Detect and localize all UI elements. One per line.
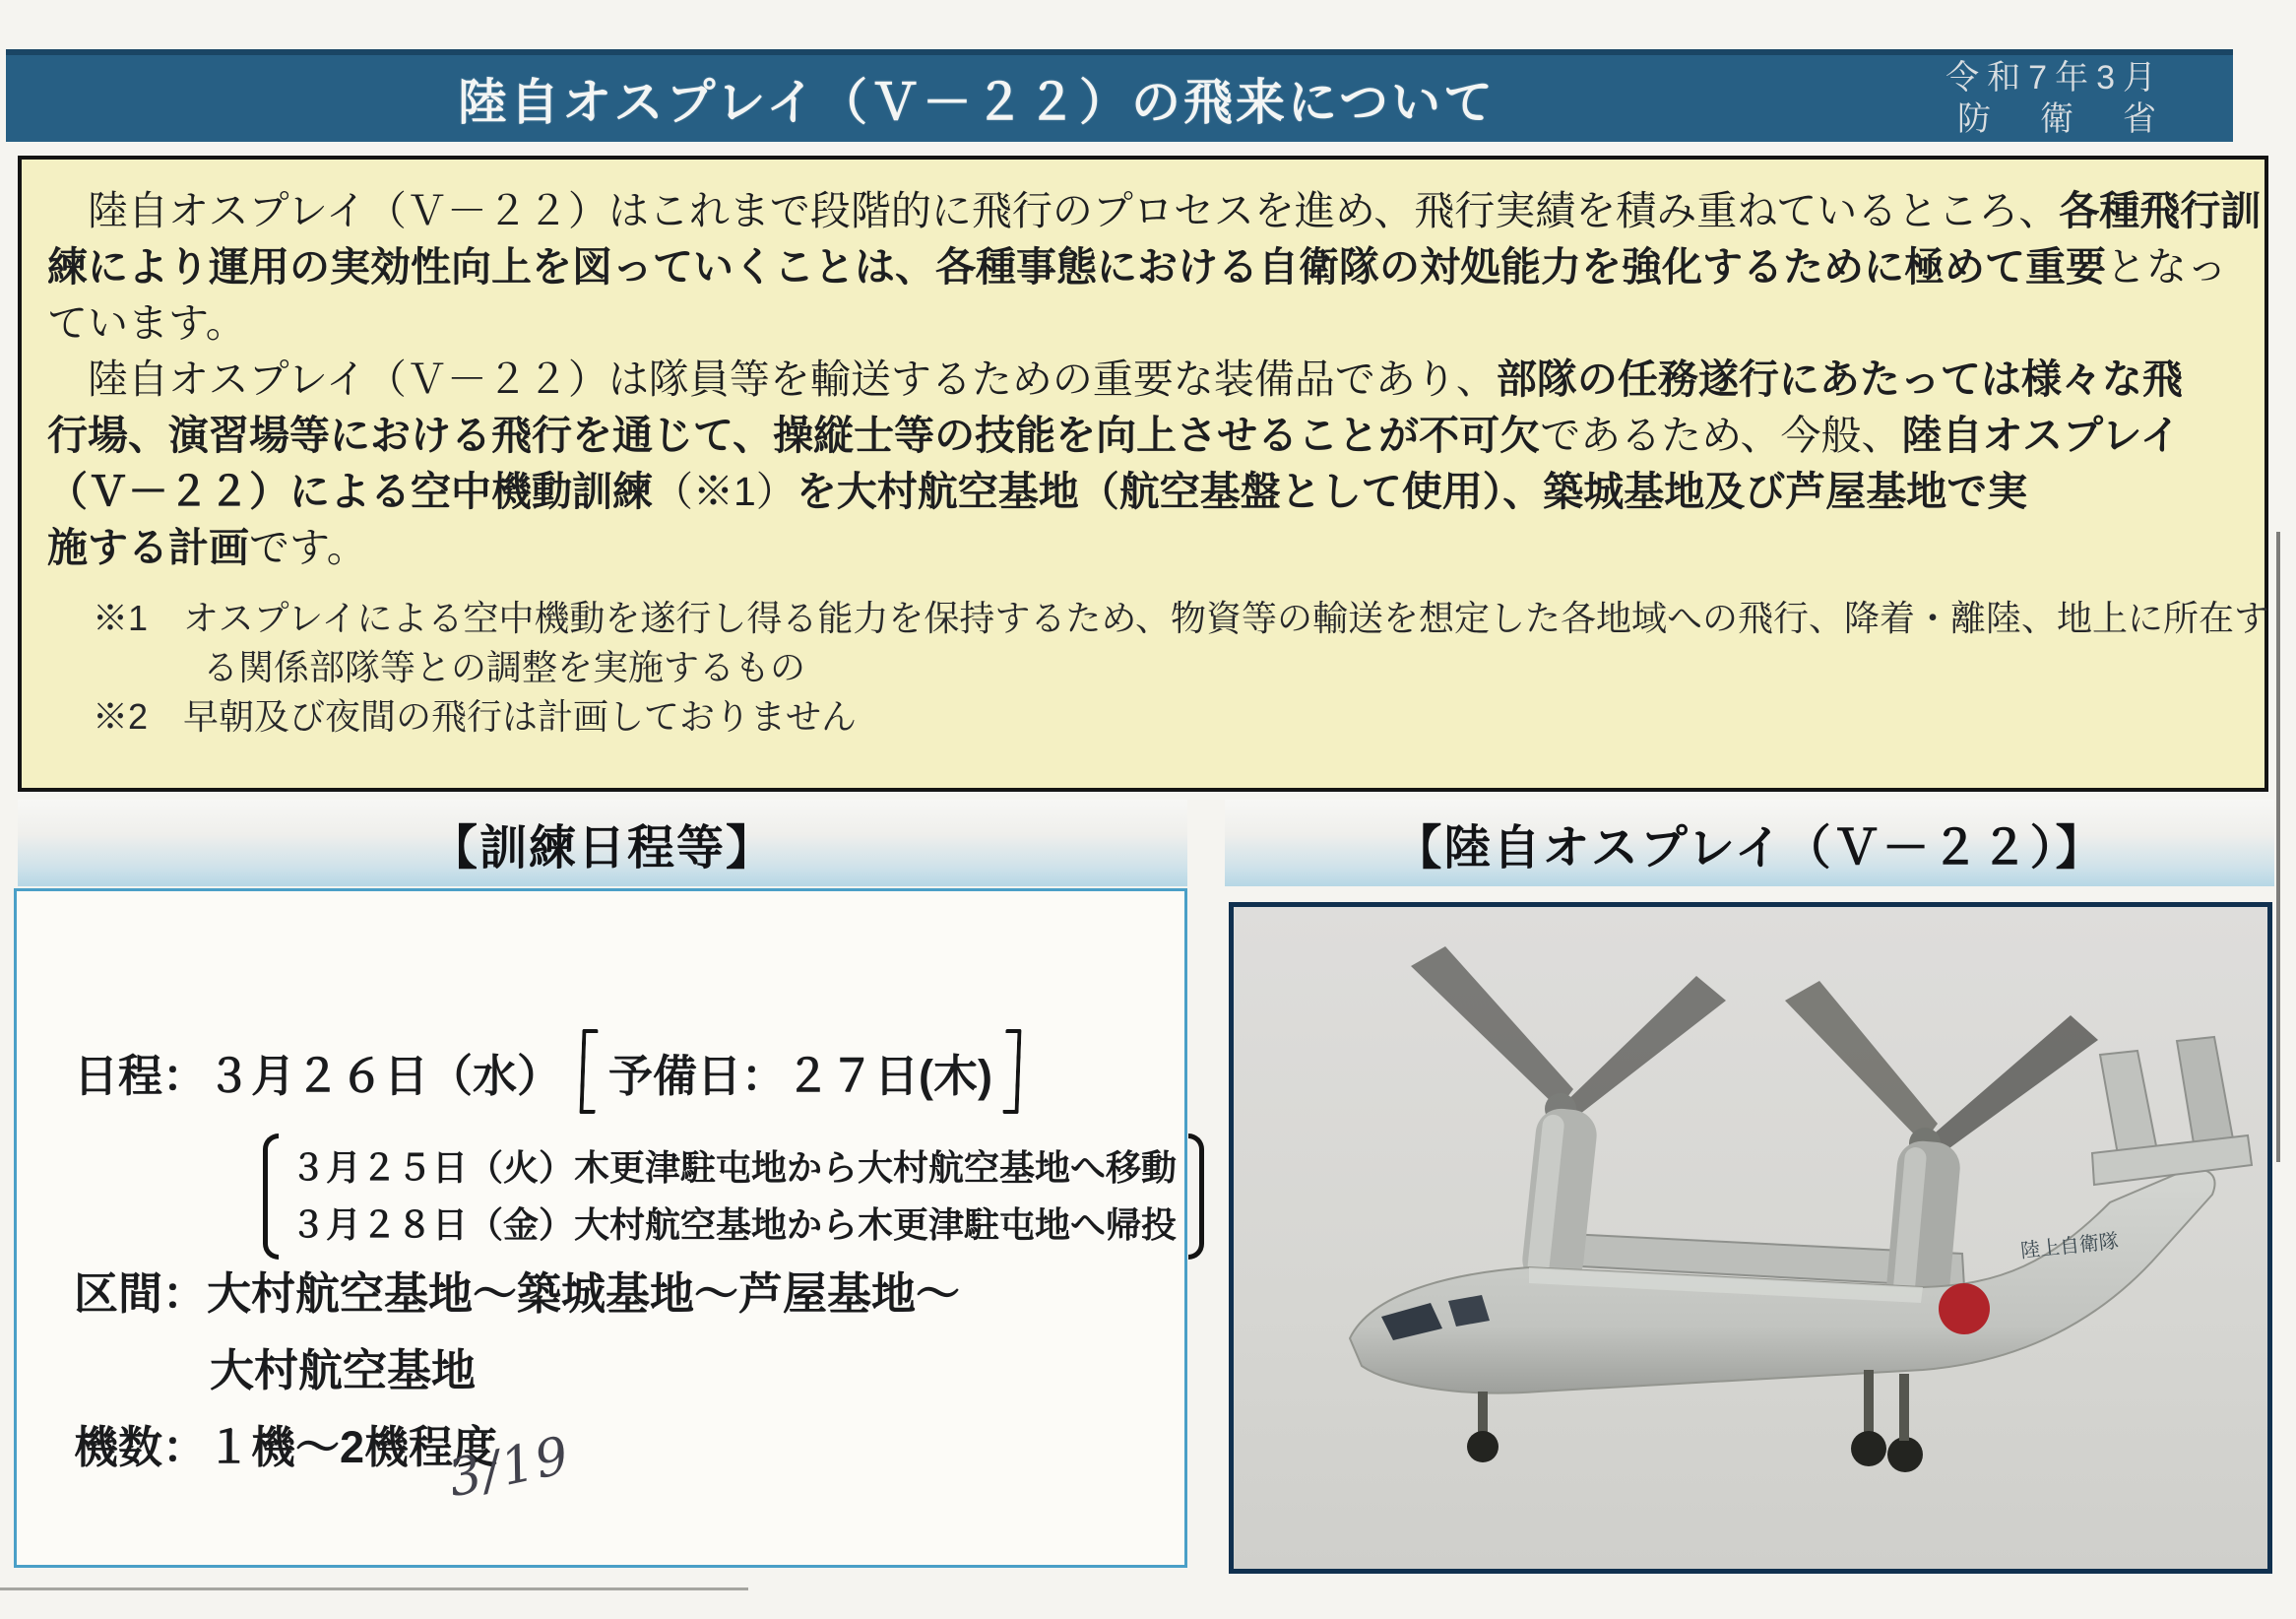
scan-bottom-artifact (0, 1587, 748, 1590)
summary-line: ています。 (47, 300, 246, 346)
summary-line: 練により運用の実効性向上を図っていくことは、各種事態における自衛隊の対処能力を強化するために極めて重要となっ (47, 244, 2227, 290)
schedule-route-label: 区間： (74, 1268, 208, 1319)
footnotes (47, 594, 2269, 742)
schedule-section-header (18, 800, 1187, 886)
schedule-section-title: 【訓練日程等】 (429, 821, 775, 874)
footnote-line: ※2 早朝及び夜間の飛行は計画しておりません (93, 696, 858, 737)
scan-edge-artifact (2276, 532, 2280, 1162)
handwritten-note: 3/19 (443, 1425, 576, 1510)
reserve-date: 予備日：２７日(木) (608, 1050, 993, 1101)
footnote-line: ※1 オスプレイによる空中機動を遂行し得る能力を保持するため、物資等の輸送を想定した各地域への飛行、降着・離陸、地上に所在す (93, 598, 2269, 638)
schedule-route-value: 大村航空基地～築城基地～芦屋基地～ (207, 1268, 961, 1319)
osprey-photo (1229, 902, 2272, 1574)
reserve-date-bracket (581, 1029, 1020, 1114)
schedule-date-value: ３月２６日（水） (207, 1050, 562, 1101)
summary-text (47, 183, 2262, 576)
osprey-aircraft-illustration (1234, 907, 2267, 1569)
summary-line: （Ｖ－２２）による空中機動訓練（※1）を大村航空基地（航空基盤として使用）、築城基地及び芦屋基地で実 (47, 469, 2028, 514)
photo-section-header (1225, 800, 2274, 886)
summary-line: 行場、演習場等における飛行を通じて、操縦士等の技能を向上させることが不可欠であるため、今般、陸自オスプレイ (47, 413, 2181, 458)
brace-left-icon (263, 1133, 279, 1260)
aircraft-marking-text: 陸上自衛隊 (2019, 1230, 2120, 1263)
header-date-line: 令和7年3月 (1945, 58, 2164, 97)
photo-section-title: 【陸自オスプレイ（Ｖ－２２）】 (1394, 821, 2105, 874)
summary-line: 施する計画です。 (47, 525, 367, 570)
hinomaru-roundel (1939, 1283, 1990, 1334)
bracket-right-icon (1003, 1029, 1022, 1114)
header-org-line: 防 衛 省 (1957, 100, 2164, 138)
schedule-count-line (74, 1411, 497, 1475)
schedule-date-label: 日程： (74, 1050, 208, 1101)
footnote-line: る関係部隊等との調整を実施するもの (203, 647, 806, 687)
title-bar (6, 49, 2233, 142)
summary-line: 陸自オスプレイ（Ｖ－２２）は隊員等を輸送するための重要な装備品であり、部隊の任務遂行にあたっては様々な飛 (47, 356, 2183, 402)
summary-box (18, 156, 2268, 792)
schedule-date-line (74, 1029, 1020, 1114)
brace-right-icon (1188, 1133, 1204, 1260)
schedule-route-line (74, 1258, 960, 1322)
summary-line: 陸自オスプレイ（Ｖ－２２）はこれまで段階的に飛行のプロセスを進め、飛行実績を積み重ねているところ、各種飛行訓 (47, 188, 2262, 233)
bracket-left-icon (580, 1029, 599, 1114)
schedule-count-value: １機～2機程度 (207, 1422, 498, 1472)
header-date-block (1819, 57, 2233, 141)
page-title: 陸自オスプレイ（Ｖ－２２）の飛来について (458, 75, 1496, 130)
movement-line: ３月２８日（金）大村航空基地から木更津駐屯地へ帰投 (290, 1204, 1178, 1245)
movement-line: ３月２５日（火）木更津駐屯地から大村航空基地へ移動 (290, 1147, 1178, 1188)
movement-lines (279, 1133, 1188, 1260)
schedule-box (14, 888, 1187, 1568)
schedule-count-label: 機数： (74, 1422, 208, 1472)
movement-notes (263, 1133, 1204, 1260)
schedule-route-line2: 大村航空基地 (210, 1345, 477, 1395)
